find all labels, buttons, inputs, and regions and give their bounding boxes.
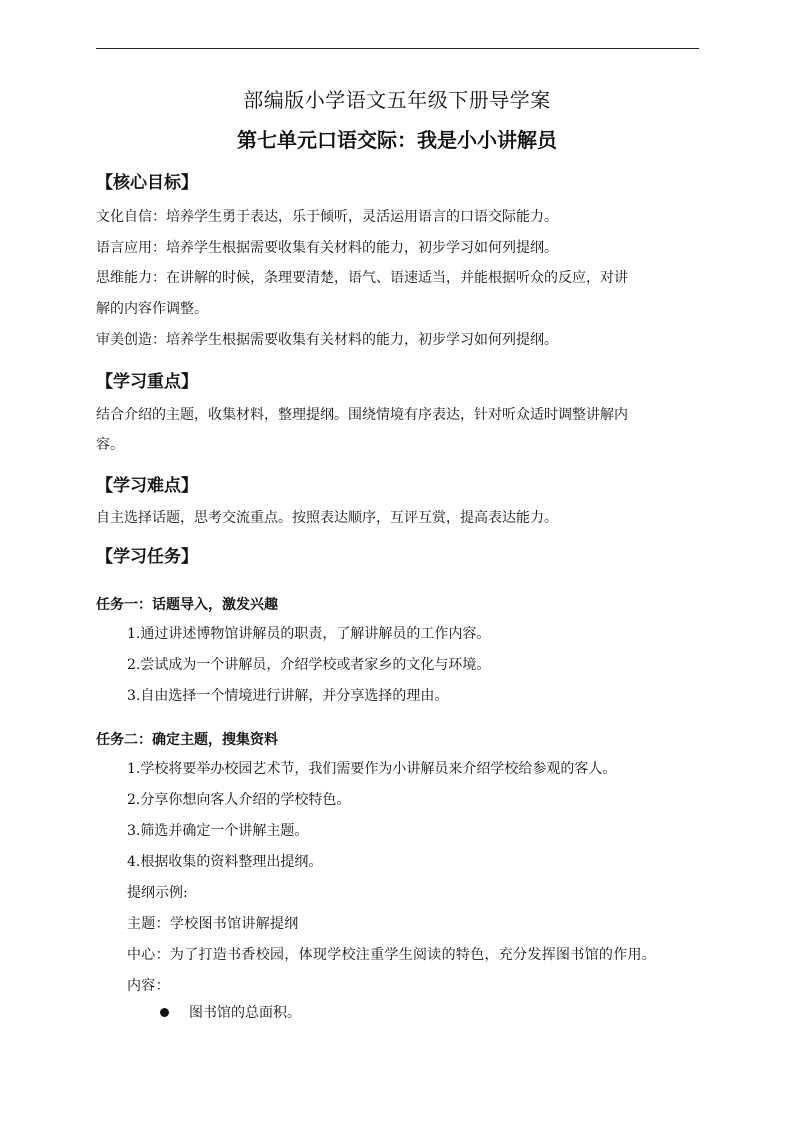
tasks-heading: 【学习任务】 (96, 547, 198, 567)
task1-title: 任务一：话题导入，激发兴趣 (96, 597, 278, 613)
difficulties-line: 自主选择话题，思考交流重点。按照表达顺序，互评互赏，提高表达能力。 (96, 510, 558, 526)
header-rule (96, 48, 699, 49)
key-points-line: 容。 (96, 437, 124, 453)
outline-topic: 主题：学校图书馆讲解提纲 (127, 916, 299, 932)
task2-item: 2.分享你想向客人介绍的学校特色。 (127, 792, 351, 808)
core-goal-line: 解的内容作调整。 (96, 301, 208, 317)
outline-content-label: 内容： (127, 978, 170, 994)
document-title: 部编版小学语文五年级下册导学案 (243, 88, 551, 112)
core-goal-line: 思维能力：在讲解的时候，条理要清楚，语气、语速适当，并能根据听众的反应，对讲 (96, 270, 628, 286)
core-goal-line: 语言应用：培养学生根据需要收集有关材料的能力，初步学习如何列提纲。 (96, 240, 558, 256)
core-goal-line: 审美创造：培养学生根据需要收集有关材料的能力，初步学习如何列提纲。 (96, 332, 558, 348)
key-points-heading: 【学习重点】 (96, 372, 198, 392)
task2-item: 4.根据收集的资料整理出提纲。 (127, 854, 323, 870)
difficulties-heading: 【学习难点】 (96, 476, 198, 496)
task2-item: 3.筛选并确定一个讲解主题。 (127, 823, 309, 839)
task2-title: 任务二：确定主题，搜集资料 (96, 732, 278, 748)
task1-item: 2.尝试成为一个讲解员，介绍学校或者家乡的文化与环境。 (127, 657, 491, 673)
bullet-icon (160, 1008, 169, 1017)
core-goals-heading: 【核心目标】 (96, 173, 198, 193)
document-subtitle: 第七单元口语交际：我是小小讲解员 (237, 128, 557, 152)
core-goal-line: 文化自信：培养学生勇于表达，乐于倾听，灵活运用语言的口语交际能力。 (96, 209, 558, 225)
outline-bullet-item (160, 1002, 301, 1022)
outline-bullet-text: 图书馆的总面积。 (189, 1005, 301, 1021)
task1-item: 3.自由选择一个情境进行讲解，并分享选择的理由。 (127, 688, 449, 704)
task1-item: 1.通过讲述博物馆讲解员的职责，了解讲解员的工作内容。 (127, 626, 491, 642)
outline-center: 中心：为了打造书香校园，体现学校注重学生阅读的特色，充分发挥图书馆的作用。 (127, 947, 657, 963)
task2-item: 1.学校将要举办校园艺术节，我们需要作为小讲解员来介绍学校给参观的客人。 (127, 761, 617, 777)
outline-example-label: 提纲示例: (127, 885, 188, 901)
key-points-line: 结合介绍的主题，收集材料，整理提纲。围绕情境有序表达，针对听众适时调整讲解内 (96, 407, 628, 423)
